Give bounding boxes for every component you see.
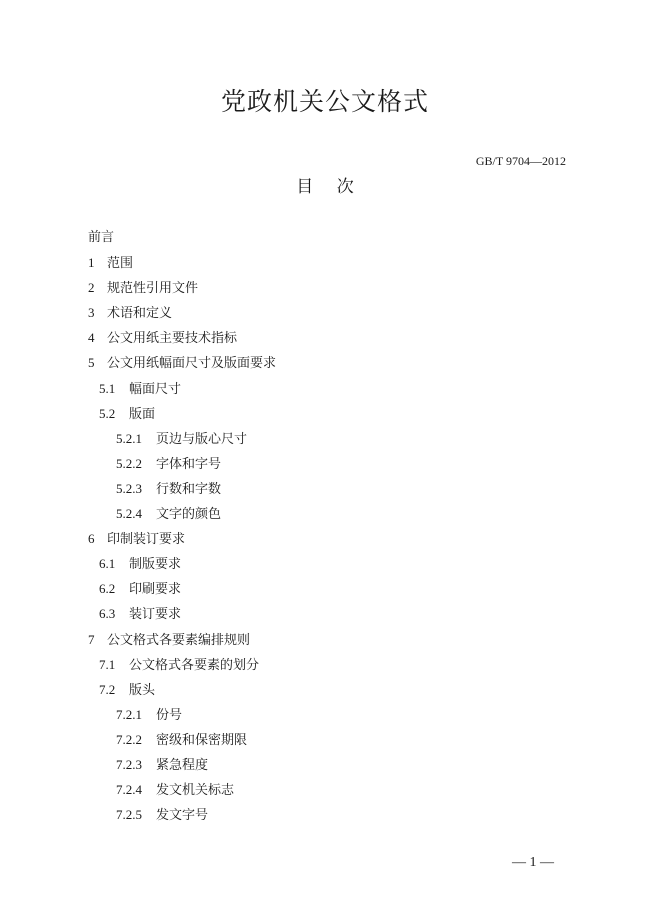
standard-code: GB/T 9704—2012: [475, 154, 566, 168]
toc-entry-title: 前言: [88, 230, 115, 245]
toc-entry-title: 份号: [156, 707, 183, 723]
toc-entry[interactable]: [88, 604, 276, 629]
toc-entry[interactable]: [88, 379, 276, 404]
toc-entry-number: 5.2.1: [116, 430, 142, 446]
toc-entry[interactable]: [88, 780, 276, 805]
toc-entry-number: 5.2.4: [116, 506, 142, 522]
toc-entry[interactable]: [88, 805, 276, 830]
toc-entry-number: 7.1: [99, 656, 116, 672]
toc-entry-title: 范围: [107, 256, 134, 272]
page-number: — 1 —: [512, 855, 554, 870]
toc-entry-number: 6.2: [99, 581, 116, 597]
toc-entry-title: 规范性引用文件: [107, 281, 199, 297]
table-of-contents: [88, 228, 276, 830]
toc-entry[interactable]: [88, 504, 276, 529]
toc-entry[interactable]: [88, 253, 276, 278]
toc-entry[interactable]: [88, 705, 276, 730]
toc-entry-title: 版头: [129, 682, 156, 698]
toc-entry-title: 印刷要求: [129, 582, 182, 598]
toc-entry-number: 5: [88, 355, 95, 371]
toc-entry-title: 公文格式各要素的划分: [129, 657, 260, 673]
toc-entry-title: 页边与版心尺寸: [156, 431, 248, 447]
toc-entry[interactable]: [88, 655, 276, 680]
toc-entry-number: 5.2.3: [116, 480, 142, 496]
toc-entry-number: 7.2.3: [116, 756, 142, 772]
toc-entry-title: 制版要求: [129, 557, 182, 573]
toc-entry-title: 公文用纸幅面尺寸及版面要求: [107, 356, 277, 372]
toc-entry[interactable]: [88, 579, 276, 604]
toc-entry-title: 幅面尺寸: [129, 381, 182, 397]
toc-entry-title: 装订要求: [129, 607, 182, 623]
toc-entry[interactable]: [88, 630, 276, 655]
toc-entry-number: 1: [88, 255, 95, 271]
toc-entry[interactable]: [88, 730, 276, 755]
toc-entry-title: 发文机关标志: [156, 783, 235, 799]
toc-entry[interactable]: [88, 755, 276, 780]
toc-entry-number: 7: [88, 631, 95, 647]
toc-entry-title: 密级和保密期限: [156, 732, 248, 748]
toc-entry-number: 7.2.4: [116, 782, 142, 798]
toc-entry-title: 版面: [129, 406, 156, 422]
toc-entry-number: 2: [88, 280, 95, 296]
toc-heading: 目 次: [296, 177, 354, 197]
toc-entry-number: 6.1: [99, 556, 116, 572]
toc-entry-title: 字体和字号: [156, 456, 222, 472]
toc-entry[interactable]: [88, 554, 276, 579]
toc-entry-number: 6.3: [99, 606, 116, 622]
toc-entry-number: 5.2: [99, 405, 116, 421]
toc-entry-number: 7.2: [99, 681, 116, 697]
toc-entry[interactable]: [88, 404, 276, 429]
toc-entry-title: 术语和定义: [107, 306, 173, 322]
toc-entry[interactable]: [88, 328, 276, 353]
toc-entry-number: 5.2.2: [116, 455, 142, 471]
toc-entry[interactable]: [88, 479, 276, 504]
toc-entry-number: 4: [88, 330, 95, 346]
toc-entry-number: 7.2.2: [116, 731, 142, 747]
toc-entry-number: 5.1: [99, 380, 116, 396]
toc-entry-title: 发文字号: [156, 808, 209, 824]
toc-entry[interactable]: [88, 529, 276, 554]
toc-entry-title: 公文格式各要素编排规则: [107, 632, 251, 648]
document-title: 党政机关公文格式: [220, 87, 429, 116]
toc-entry-number: 3: [88, 305, 95, 321]
toc-entry-title: 行数和字数: [156, 481, 222, 497]
toc-entry-number: 7.2.1: [116, 706, 142, 722]
toc-entry[interactable]: [88, 303, 276, 328]
toc-entry[interactable]: [88, 429, 276, 454]
toc-entry-title: 紧急程度: [156, 757, 209, 773]
toc-entry-number: 7.2.5: [116, 807, 142, 823]
toc-entry[interactable]: [88, 454, 276, 479]
toc-entry-title: 文字的颜色: [156, 507, 222, 523]
toc-entry-title: 印制装订要求: [107, 532, 186, 548]
toc-entry-number: 6: [88, 531, 95, 547]
toc-entry[interactable]: [88, 278, 276, 303]
toc-entry[interactable]: [88, 680, 276, 705]
toc-entry[interactable]: [88, 353, 276, 378]
toc-entry-title: 公文用纸主要技术指标: [107, 331, 238, 347]
toc-entry[interactable]: [88, 228, 276, 253]
